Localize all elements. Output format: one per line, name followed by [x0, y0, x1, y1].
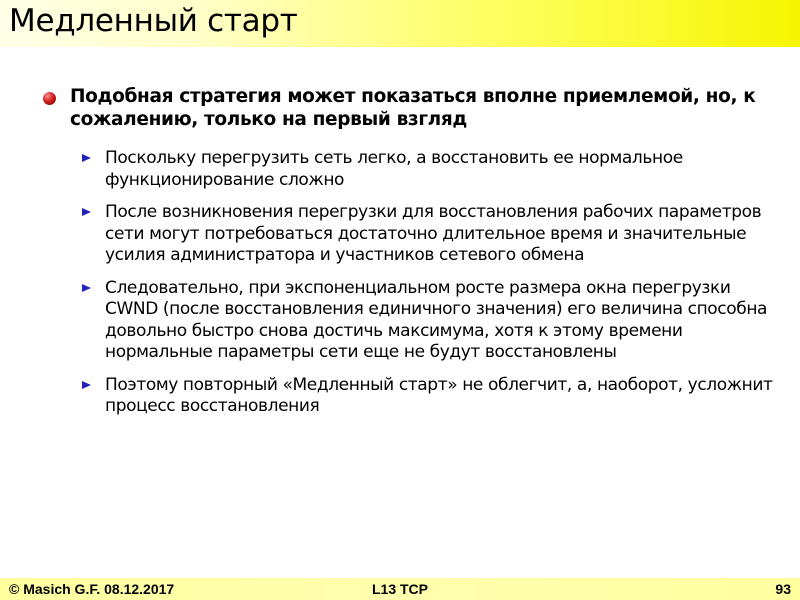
blue-triangle-bullet-icon — [82, 381, 91, 389]
sub-point — [0, 375, 800, 418]
slide-title: Медленный старт — [9, 3, 298, 39]
sub-point-text: Следовательно, при экспоненциальном росте размера окна перегрузки CWND (после восстановления единичного значения) его величина способна довольно быстро снова достичь максимума, хотя к этому времени нормальные параметры сети еще не будут восстановлены — [105, 277, 768, 362]
red-sphere-bullet-icon — [43, 92, 56, 105]
sub-point-text: Поскольку перегрузить сеть легко, а восстановить ее нормальное функционирование сложно — [105, 148, 683, 190]
footer-copyright: © Masich G.F. 08.12.2017 — [9, 581, 175, 597]
sub-point-text: После возникновения перегрузки для восстановления рабочих параметров сети могут потребоваться достаточно длительное время и значительные усилия администратора и участников сетевого обмена — [105, 202, 762, 265]
blue-triangle-bullet-icon — [82, 208, 91, 216]
sub-point-list — [0, 148, 800, 418]
title-bar — [0, 0, 800, 47]
sub-point — [0, 202, 800, 267]
footer-course-label: L13 TCP — [371, 581, 428, 597]
footer-bar — [0, 578, 800, 600]
sub-point-text: Поэтому повторный «Медленный старт» не облегчит, а, наоборот, усложнит процесс восстановления — [105, 374, 773, 416]
blue-triangle-bullet-icon — [82, 284, 91, 292]
blue-triangle-bullet-icon — [82, 154, 91, 162]
main-point-text: Подобная стратегия может показаться вполне приемлемой, но, к сожалению, только на первый взгляд — [70, 86, 756, 130]
main-point — [0, 86, 800, 131]
sub-point — [0, 148, 800, 191]
sub-point — [0, 278, 800, 364]
slide-number: 93 — [775, 581, 791, 597]
slide-content — [0, 86, 800, 429]
